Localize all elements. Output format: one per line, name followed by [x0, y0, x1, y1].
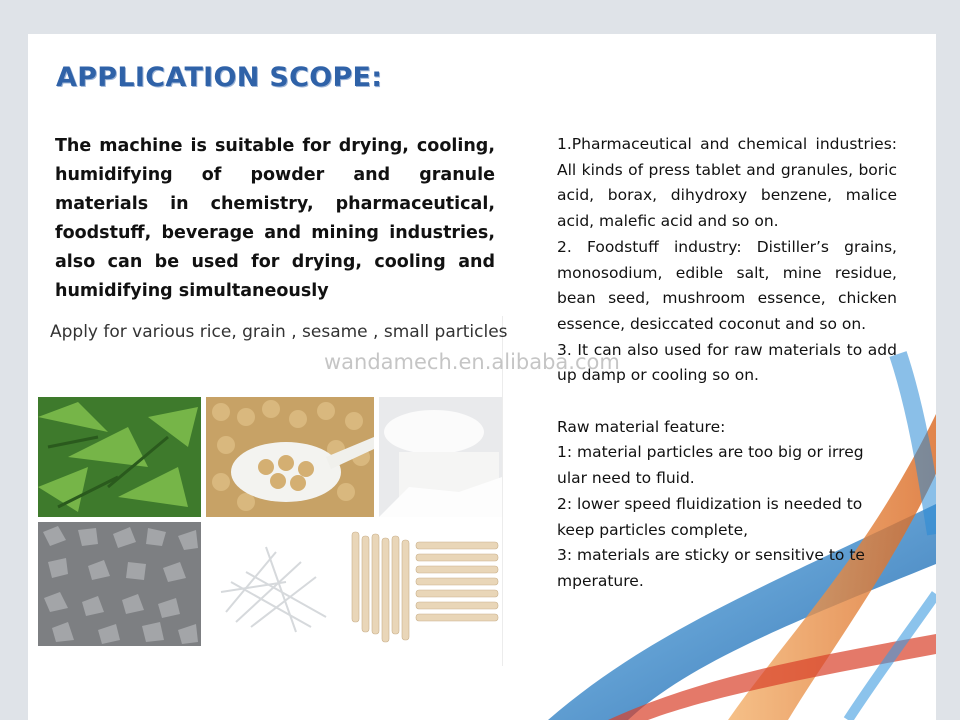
photo-caption: Apply for various rice, grain , sesame , small particles: [50, 322, 508, 342]
slide: [28, 34, 936, 720]
application-item-1: 1.Pharmaceutical and chemical industries: All kinds of press tablet and granules, boric acid, borax, dihydroxy benzene, malice acid, malefic acid and so on.: [557, 135, 897, 231]
photo-msg-crystals: [206, 522, 341, 646]
raw-feature-item-1: 1: material particles are too big or irreg ular need to fluid.: [557, 443, 864, 488]
photo-wooden-sticks: [346, 522, 502, 646]
intro-paragraph: The machine is suitable for drying, cooling, humidifying of powder and granule materials in chemistry, pharmaceutical, foodstuff, beverage and mining industries, also can be used for drying, cooling and humidifying simultaneously: [55, 136, 495, 301]
photo-tea-leaves: [38, 397, 201, 517]
slide-title: APPLICATION SCOPE:: [56, 62, 383, 93]
photo-gravel: [38, 522, 201, 646]
photo-soybeans: [206, 397, 374, 517]
raw-feature-heading: Raw material feature:: [557, 417, 726, 436]
watermark: wandamech.en.alibaba.com: [324, 350, 620, 374]
raw-feature-item-3: 3: materials are sticky or sensitive to te mperature.: [557, 546, 865, 590]
photo-white-powder: [379, 397, 502, 517]
raw-feature-item-2: 2: lower speed fluidization is needed to keep particles complete,: [557, 494, 863, 539]
application-item-3: 3. It can also used for raw materials to add up damp or cooling so on.: [557, 340, 897, 385]
application-item-2: 2. Foodstuff industry: Distiller’s grains, monosodium, edible salt, mine residue, bean seed, mushroom essence, chicken essence, desiccated coconut and so on.: [557, 237, 897, 333]
